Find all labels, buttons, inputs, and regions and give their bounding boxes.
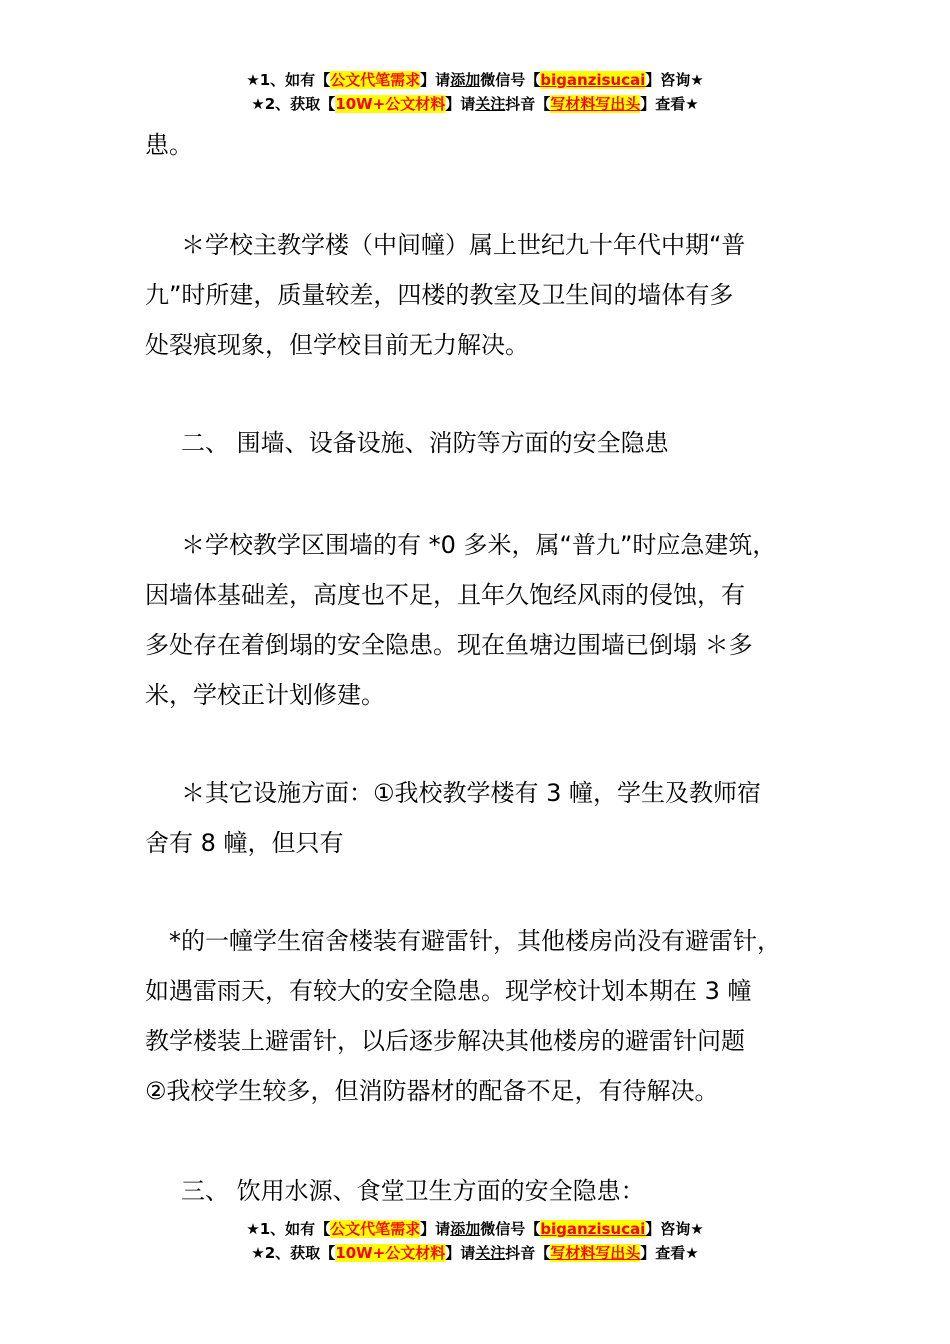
paragraph-line: 患。 <box>145 131 193 159</box>
paragraph-line: 舍有 8 幢，但只有 <box>145 829 344 857</box>
paragraph-2 <box>145 520 835 720</box>
banner-wechat-id: biganzisucai <box>540 1220 646 1238</box>
paragraph-line: 如遇雷雨天，有较大的安全隐患。现学校计划本期在 3 幢 <box>145 977 752 1005</box>
paragraph-line: 九”时所建，质量较差，四楼的教室及卫生间的墙体有多 <box>145 281 734 309</box>
banner-text: 微信号【 <box>480 1220 541 1238</box>
banner-text: 】查看★ <box>640 1244 699 1262</box>
top-banner <box>0 68 950 116</box>
banner-underline: 关注 <box>475 95 506 113</box>
banner-text: ★2、获取【 <box>251 1244 336 1262</box>
banner-text: ★1、如有【 <box>246 71 331 89</box>
paragraph-line: 米，学校正计划修建。 <box>145 681 385 709</box>
heading-text: 二、 围墙、设备设施、消防等方面的安全隐患 <box>181 429 669 457</box>
banner-highlight: 写材料写出头 <box>550 1244 641 1262</box>
heading-text: 三、 饮用水源、食堂卫生方面的安全隐患： <box>181 1177 645 1205</box>
banner-text: 】请 <box>445 95 476 113</box>
banner-text: 】请 <box>420 71 451 89</box>
banner-text: ★2、获取【 <box>251 95 336 113</box>
banner-highlight: 10W+公文材料 <box>335 1244 446 1262</box>
banner-highlight: 公文代笔需求 <box>330 71 421 89</box>
paragraph-4 <box>145 916 835 1116</box>
paragraph-line: ＊学校教学区围墙的有 *0 多米，属“普九”时应急建筑， <box>181 531 777 559</box>
paragraph-line: 因墙体基础差，高度也不足，且年久饱经风雨的侵蚀，有 <box>145 581 745 609</box>
paragraph-1 <box>145 220 835 370</box>
banner-text: 抖音【 <box>505 1244 551 1262</box>
section-heading-3 <box>145 1166 835 1216</box>
banner-underline: 关注 <box>475 1244 506 1262</box>
banner-text: ★1、如有【 <box>246 1220 331 1238</box>
paragraph-line: 教学楼装上避雷针，以后逐步解决其他楼房的避雷针问题 <box>145 1027 745 1055</box>
paragraph-3 <box>145 768 835 868</box>
banner-highlight: 写材料写出头 <box>550 95 641 113</box>
banner-wechat-id: biganzisucai <box>540 71 646 89</box>
section-heading-2 <box>145 418 835 468</box>
paragraph-line: *的一幢学生宿舍楼装有避雷针，其他楼房尚没有避雷针， <box>169 927 781 955</box>
banner-text: 】查看★ <box>640 95 699 113</box>
paragraph-line: 处裂痕现象，但学校目前无力解决。 <box>145 331 529 359</box>
banner-line-2 <box>0 92 950 116</box>
document-body <box>145 120 835 170</box>
banner-text: 】咨询★ <box>645 71 704 89</box>
paragraph-line: ＊学校主教学楼（中间幢）属上世纪九十年代中期“普 <box>181 231 746 259</box>
banner-line-1 <box>0 1217 950 1241</box>
banner-text: 】咨询★ <box>645 1220 704 1238</box>
banner-highlight: 10W+公文材料 <box>335 95 446 113</box>
banner-underline: 添加 <box>450 71 481 89</box>
banner-underline: 添加 <box>450 1220 481 1238</box>
paragraph-line: ②我校学生较多，但消防器材的配备不足，有待解决。 <box>145 1077 719 1105</box>
banner-text: 抖音【 <box>505 95 551 113</box>
banner-line-1 <box>0 68 950 92</box>
banner-text: 】请 <box>445 1244 476 1262</box>
paragraph-line: ＊其它设施方面：①我校教学楼有 3 幢，学生及教师宿 <box>181 779 762 807</box>
paragraph-line: 多处存在着倒塌的安全隐患。现在鱼塘边围墙已倒塌 ＊多 <box>145 631 753 659</box>
bottom-banner <box>0 1217 950 1265</box>
banner-text: 微信号【 <box>480 71 541 89</box>
banner-text: 】请 <box>420 1220 451 1238</box>
banner-highlight: 公文代笔需求 <box>330 1220 421 1238</box>
banner-line-2 <box>0 1241 950 1265</box>
